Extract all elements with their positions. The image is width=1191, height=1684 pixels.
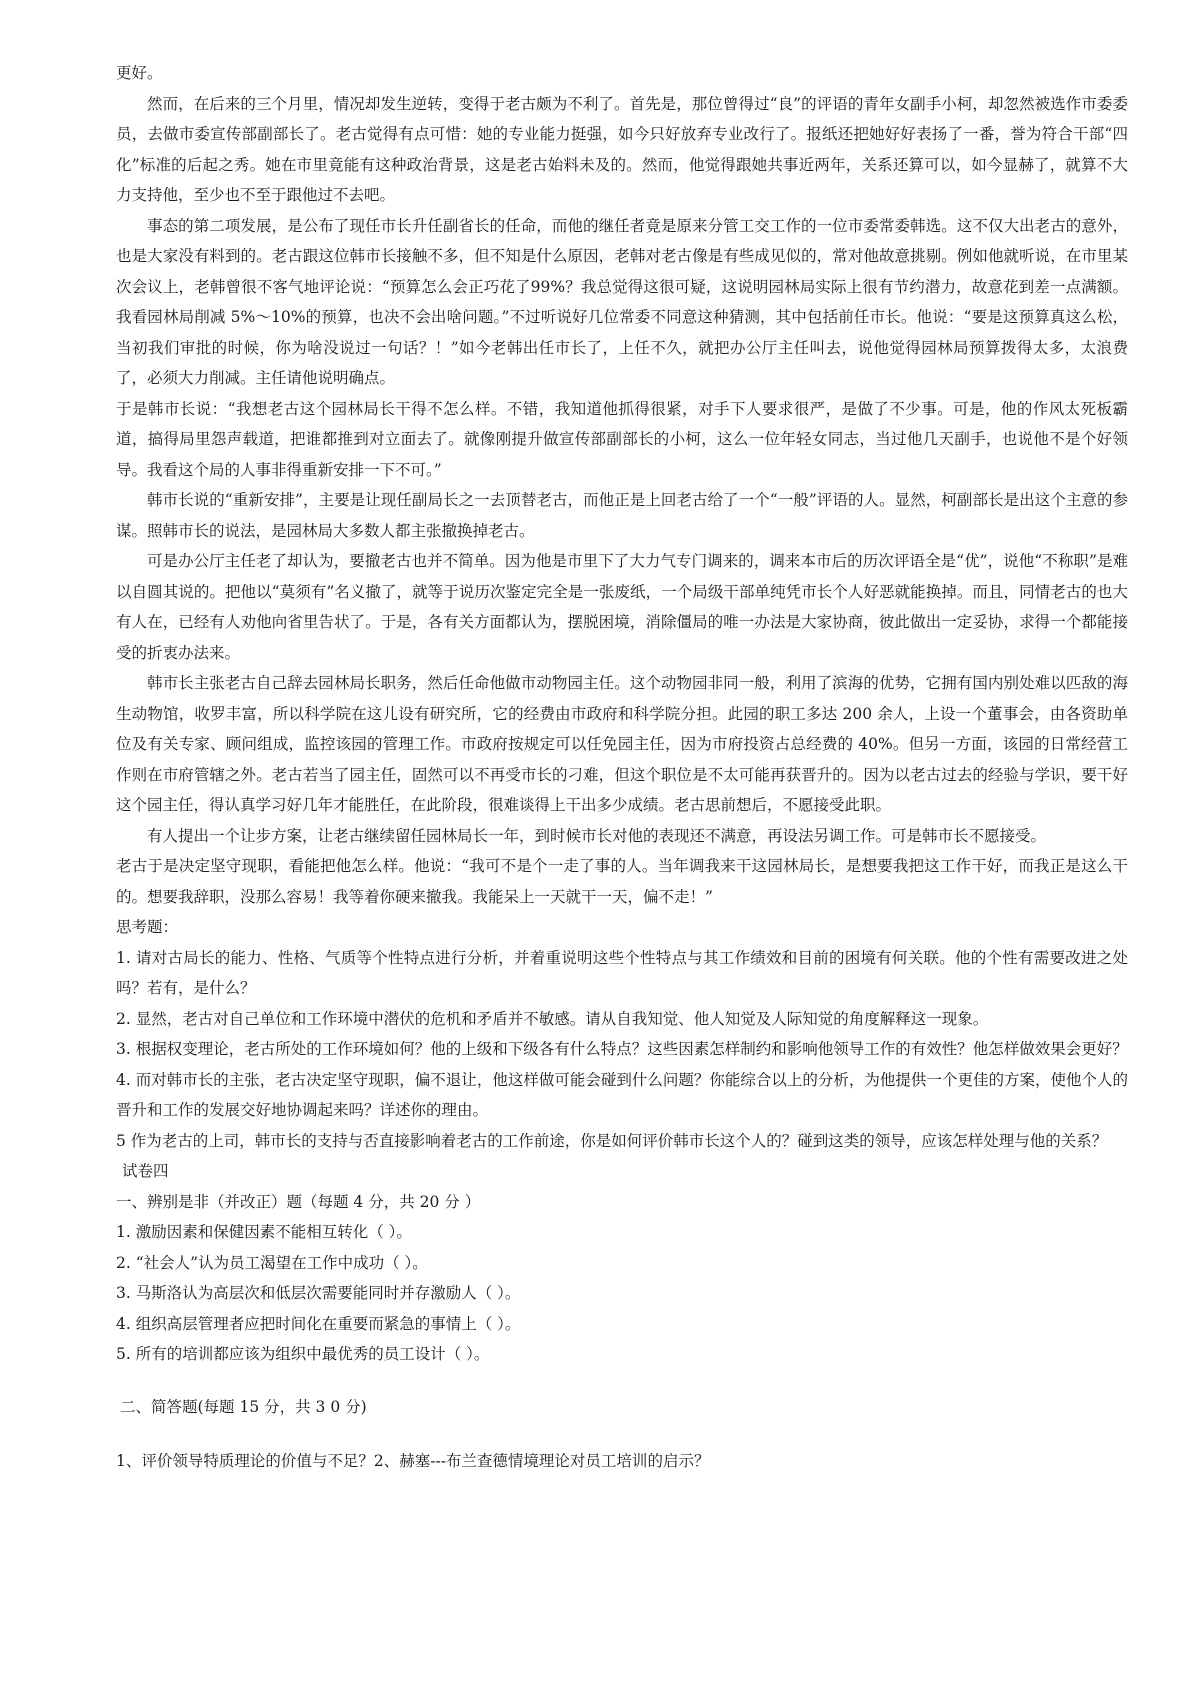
section1-item: 5. 所有的培训都应该为组织中最优秀的员工设计（ ）。 [116, 1345, 490, 1363]
case-paragraph: 于是韩市长说：“我想老古这个园林局长干得不怎么样。不错，我知道他抓得很紧，对手下人要求很严，是做了不少事。可是，他的作风太死板霸道，搞得局里怨声载道，把谁都推到对立面去了。就像刚提升做宣传部副部长的小柯，这么一位年轻女同志，当过他几天副手，也说他不是个好领导。我看这个局的人事非得重新安排一下不可。” [116, 399, 1128, 479]
question-item: 1. 请对古局长的能力、性格、气质等个性特点进行分析，并着重说明这些个性特点与其工作绩效和目前的困境有何关联。他的个性有需要改进之处吗？若有，是什么？ [116, 948, 1128, 997]
section2-items: 1、评价领导特质理论的价值与不足？2、赫塞---布兰查德情境理论对员工培训的启示？ [116, 1452, 710, 1470]
document-body [116, 58, 1128, 1477]
case-paragraph: 有人提出一个让步方案，让老古继续留任园林局长一年，到时候市长对他的表现还不满意，再设法另调工作。可是韩市长不愿接受。 [147, 826, 1047, 845]
section2-title: 二、简答题(每题 15 分，共 3 0 分) [120, 1397, 367, 1416]
case-paragraph: 韩市长主张老古自己辞去园林局长职务，然后任命他做市动物园主任。这个动物园非同一般，利用了滨海的优势，它拥有国内别处难以匹敌的海生动物馆，收罗丰富，所以科学院在这儿设有研究所，它的经费由市政府和科学院分担。此园的职工多达 200 余人，上设一个董事会，由各资助单位及有关专家、顾问组成，监控该园的管理工作。市政府按规定可以任免园主任，因为市府投资占总经费的 40%。但另一方面，该园的日常经营工作则在市府管辖之外。老古若当了园主任，固然可以不再受市长的刁难，但这个职位是不太可能再获晋升的。因为以老古过去的经验与学识，要干好这个园主任，得认真学习好几年才能胜任，在此阶段，很难谈得上干出多少成绩。老古思前想后，不愿接受此职。 [116, 674, 1128, 814]
question-item: 4. 而对韩市长的主张，老古决定坚守现职，偏不退让，他这样做可能会碰到什么问题？你能综合以上的分析，为他提供一个更佳的方案，使他个人的晋升和工作的发展交好地协调起来吗？详述你的理由。 [116, 1070, 1128, 1119]
case-paragraph: 然而，在后来的三个月里，情况却发生逆转，变得于老古颇为不利了。首先是，那位曾得过“良”的评语的青年女副手小柯，却忽然被选作市委委员，去做市委宣传部副部长了。老古觉得有点可惜：她的专业能力挺强，如今只好放弃专业改行了。报纸还把她好好表扬了一番，誉为符合干部“四化”标准的后起之秀。她在市里竟能有这种政治背景，这是老古始料未及的。然而，他觉得跟她共事近两年，关系还算可以，如今显赫了，就算不大力支持他，至少也不至于跟他过不去吧。 [116, 94, 1128, 204]
case-paragraph: 老古于是决定坚守现职，看能把他怎么样。他说：“我可不是个一走了事的人。当年调我来干这园林局长，是想要我把这工作干好，而我正是这么干的。想要我辞职，没那么容易！我等着你硬来撤我。我能呆上一天就干一天，偏不走！” [116, 857, 1128, 906]
question-item: 2. 显然，老古对自己单位和工作环境中潜伏的危机和矛盾并不敏感。请从自我知觉、他人知觉及人际知觉的角度解释这一现象。 [116, 1009, 989, 1028]
section1-title: 一、辨别是非（并改正）题（每题 4 分，共 20 分 ） [116, 1192, 481, 1211]
section1-item: 4. 组织高层管理者应把时间化在重要而紧急的事情上（ ）。 [116, 1314, 521, 1333]
exam-title: 试卷四 [122, 1162, 169, 1180]
case-paragraph: 韩市长说的“重新安排”，主要是让现任副局长之一去顶替老古，而他正是上回老古给了一个“一般”评语的人。显然，柯副部长是出这个主意的参谋。照韩市长的说法，是园林局大多数人都主张撤换掉老古。 [116, 491, 1128, 540]
questions-heading: 思考题： [116, 918, 179, 936]
case-paragraph: 更好。 [116, 64, 163, 82]
section1-item: 2. “社会人”认为员工渴望在工作中成功（ ）。 [116, 1253, 428, 1272]
case-paragraph: 事态的第二项发展，是公布了现任市长升任副省长的任命，而他的继任者竟是原来分管工交工作的一位市委常委韩选。这不仅大出老古的意外，也是大家没有料到的。老古跟这位韩市长接触不多，但不知是什么原因，老韩对老古像是有些成见似的，常对他故意挑剔。例如他就听说，在市里某次会议上，老韩曾很不客气地评论说：“预算怎么会正巧花了99%？我总觉得这很可疑，这说明园林局实际上很有节约潜力，故意花到差一点满额。我看园林局削减 5%～10%的预算，也决不会出啥问题。”不过听说好几位常委不同意这种猜测，其中包括前任市长。他说：“要是这预算真这么松，当初我们审批的时候，你为啥没说过一句话？！”如今老韩出任市长了，上任不久，就把办公厅主任叫去，说他觉得园林局预算拨得太多，太浪费了，必须大力削减。主任请他说明确点。 [116, 216, 1128, 387]
question-item: 5 作为老古的上司，韩市长的支持与否直接影响着老古的工作前途，你是如何评价韩市长这个人的？碰到这类的领导，应该怎样处理与他的关系？ [116, 1131, 1108, 1150]
case-paragraph: 可是办公厅主任老了却认为，要撤老古也并不简单。因为他是市里下了大力气专门调来的，调来本市后的历次评语全是“优”，说他“不称职”是难以自圆其说的。把他以“莫须有”名义撤了，就等于说历次鉴定完全是一张废纸，一个局级干部单纯凭市长个人好恶就能换掉。而且，同情老古的也大有人在，已经有人劝他向省里告状了。于是，各有关方面都认为，摆脱困境，消除僵局的唯一办法是大家协商，彼此做出一定妥协，求得一个都能接受的折衷办法来。 [116, 552, 1128, 662]
section1-item: 3. 马斯洛认为高层次和低层次需要能同时并存激励人（ ）。 [116, 1284, 521, 1302]
section1-item: 1. 激励因素和保健因素不能相互转化（ ）。 [116, 1223, 412, 1241]
question-item: 3. 根据权变理论，老古所处的工作环境如何？他的上级和下级各有什么特点？这些因素怎样制约和影响他领导工作的有效性？他怎样做效果会更好？ [116, 1040, 1128, 1058]
